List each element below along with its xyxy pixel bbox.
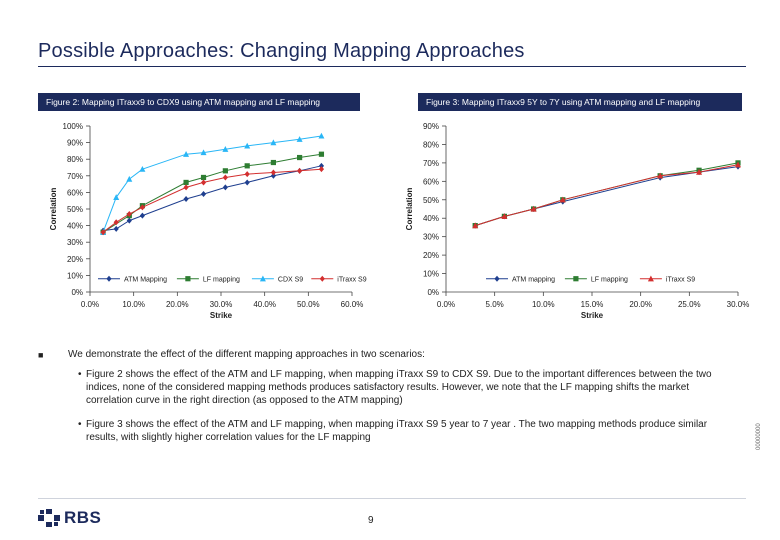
data-point (114, 226, 119, 232)
data-point (183, 196, 188, 202)
y-tick-label: 40% (422, 214, 439, 224)
data-point (297, 155, 302, 160)
data-point (271, 160, 276, 165)
data-point (297, 168, 302, 174)
series-line (103, 166, 321, 231)
legend-label: ATM Mapping (124, 276, 168, 284)
dot-bullet-icon: • (78, 419, 82, 430)
data-point (271, 169, 276, 175)
y-tick-label: 0% (71, 288, 83, 297)
data-point (140, 213, 145, 219)
figure-3-header: Figure 3: Mapping ITraxx9 5Y to 7Y using ATM mapping and LF mapping (418, 93, 742, 111)
y-tick-label: 70% (66, 171, 83, 181)
data-point (201, 179, 206, 185)
x-tick-label: 10.0% (122, 300, 146, 309)
data-point (127, 218, 132, 224)
dot-bullet-icon: • (78, 369, 82, 380)
x-tick-label: 30.0% (726, 300, 750, 309)
data-point (223, 184, 228, 190)
page-number: 9 (368, 515, 374, 526)
data-point (318, 133, 324, 139)
bullet-main-text: We demonstrate the effect of the different mapping approaches in two scenarios: (68, 349, 425, 360)
series-line (103, 169, 321, 232)
figure-3-chart (405, 114, 750, 328)
y-tick-label: 50% (422, 195, 439, 205)
x-tick-label: 25.0% (677, 300, 701, 309)
data-point (223, 174, 228, 180)
data-point (183, 184, 188, 190)
y-tick-label: 10% (422, 269, 439, 279)
data-point (201, 175, 206, 180)
rbs-daisy-icon (38, 509, 60, 527)
square-bullet-icon: ■ (38, 350, 44, 360)
logo-wordmark: RBS (64, 508, 102, 527)
data-point (245, 171, 250, 177)
footer-divider (38, 498, 746, 499)
x-tick-label: 20.0% (629, 300, 653, 309)
y-tick-label: 90% (66, 138, 83, 148)
sub-bullet-1-text: Figure 2 shows the effect of the ATM and LF mapping, when mapping iTraxx S9 to CDX S9. Due to the important differences between the two indices, none of the considered mapping methods produces satisfactory results. However, we note that the LF mapping shifts the market correlation curve in the right direction (as opposed to the ATM mapping) (86, 369, 712, 406)
x-tick-label: 0.0% (80, 300, 100, 309)
x-tick-label: 20.0% (165, 300, 189, 309)
x-axis-label: Strike (580, 311, 604, 320)
side-document-code: 00000000 (756, 423, 762, 450)
legend-label: iTraxx S9 (337, 276, 367, 284)
y-tick-label: 30% (422, 232, 439, 242)
x-tick-label: 40.0% (253, 300, 277, 309)
y-tick-label: 10% (66, 271, 83, 281)
legend-label: LF mapping (590, 276, 628, 284)
data-point (245, 179, 250, 185)
y-tick-label: 80% (422, 140, 439, 150)
sub-bullet-2-text: Figure 3 shows the effect of the ATM and LF mapping, when mapping iTraxx S9 5 year to 7 year . The two mapping methods produce similar results, with slightly higher correlation values for the LF mapping (86, 419, 708, 443)
x-axis-label: Strike (209, 311, 233, 320)
y-tick-label: 60% (422, 177, 439, 187)
legend-label: iTraxx S9 (665, 276, 696, 284)
y-tick-label: 70% (422, 158, 439, 168)
y-tick-label: 100% (62, 122, 83, 131)
y-axis-label: Correlation (49, 187, 58, 231)
y-tick-label: 0% (427, 288, 439, 297)
sub-bullet-figure-2 (78, 368, 738, 407)
data-point (114, 219, 119, 225)
legend-marker (106, 276, 111, 282)
legend-marker (494, 276, 499, 282)
x-tick-label: 30.0% (209, 300, 233, 309)
x-tick-label: 50.0% (296, 300, 320, 309)
legend-label: ATM mapping (512, 276, 556, 284)
y-tick-label: 20% (66, 254, 83, 264)
x-tick-label: 15.0% (580, 300, 604, 309)
figure-2-header: Figure 2: Mapping ITraxx9 to CDX9 using ATM mapping and LF mapping (38, 93, 360, 111)
x-tick-label: 5.0% (485, 300, 504, 309)
legend-label: CDX S9 (277, 276, 304, 284)
y-axis-label: Correlation (405, 187, 414, 231)
x-tick-label: 60.0% (340, 300, 364, 309)
series-line (475, 167, 738, 226)
y-tick-label: 90% (422, 122, 439, 131)
y-tick-label: 50% (66, 205, 83, 214)
legend-marker (320, 276, 325, 282)
figure-2-chart (38, 114, 368, 328)
sub-bullet-figure-3 (78, 418, 738, 444)
y-tick-label: 40% (66, 221, 83, 231)
data-point (319, 152, 324, 157)
y-tick-label: 80% (66, 155, 83, 165)
data-point (201, 191, 206, 197)
data-point (126, 176, 132, 182)
y-tick-label: 20% (422, 251, 439, 261)
series-line (103, 154, 321, 232)
data-point (183, 180, 188, 185)
x-tick-label: 0.0% (436, 300, 456, 309)
data-point (319, 166, 324, 172)
legend-label: LF mapping (202, 276, 240, 284)
x-tick-label: 10.0% (531, 300, 555, 309)
page-title: Possible Approaches: Changing Mapping Approaches (38, 40, 525, 62)
data-point (245, 163, 250, 168)
data-point (223, 168, 228, 173)
rbs-logo (38, 508, 101, 528)
y-tick-label: 30% (66, 238, 83, 248)
y-tick-label: 60% (66, 188, 83, 198)
legend-marker (573, 276, 578, 281)
legend-marker (185, 276, 190, 281)
title-divider (38, 66, 746, 67)
